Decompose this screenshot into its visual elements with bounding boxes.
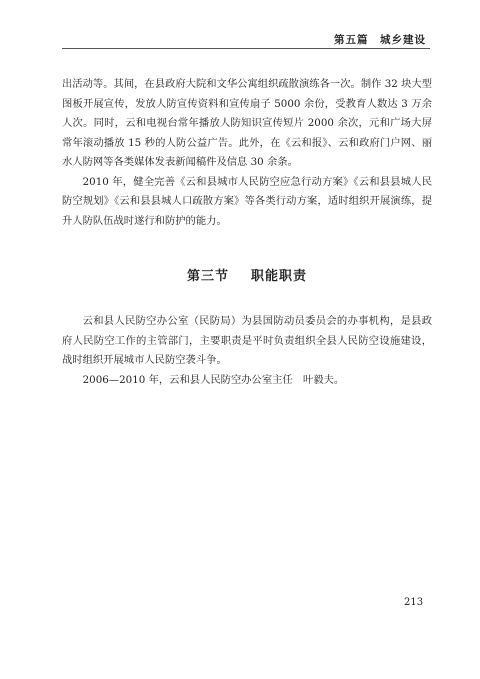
running-header <box>62 30 430 49</box>
section-number: 第三节 <box>186 269 229 284</box>
paragraph-publicity-activities: 出活动等。其间，在县政府大院和文华公寓组织疏散演练各一次。制作 32 块大型图板开展宣传，发放人防宣传资料和宣传扇子 5000 余份，受教育人数达 3 万余人次。同时，云和电视台常年播放人防知识宣传短片 2000 余次，元和广场大屏常年滚动播放 15 秒的人防公益广告。此外，在《云和报》、云和政府门户网、丽水人防网等各类媒体发表新闻稿件及信息 30 余条。 <box>62 78 432 168</box>
paragraph-office-director: 2006—2010 年，云和县人民防空办公室主任 叶毅夫。 <box>82 373 345 386</box>
page-number: 213 <box>404 597 424 608</box>
page-content <box>62 75 432 390</box>
section-heading <box>62 265 432 284</box>
paragraph-2010-action-plans: 2010 年，健全完善《云和县城市人民防空应急行动方案》《云和县县城人民防空规划》《云和县县城人口疏散方案》等各类行动方案，适时组织开展演练，提升人防队伍战时遂行和防护的能力。 <box>62 175 432 227</box>
section-title: 职能职责 <box>251 269 308 284</box>
running-header-title: 第五篇 城乡建设 <box>334 34 426 46</box>
paragraph-office-duties: 云和县人民防空办公室（民防局）为县国防动员委员会的办事机构，是县政府人民防空工作的主管部门，主要职责是平时负责组织全县人民防空设施建设，战时组织开展城市人民防空袭斗争。 <box>62 315 432 366</box>
